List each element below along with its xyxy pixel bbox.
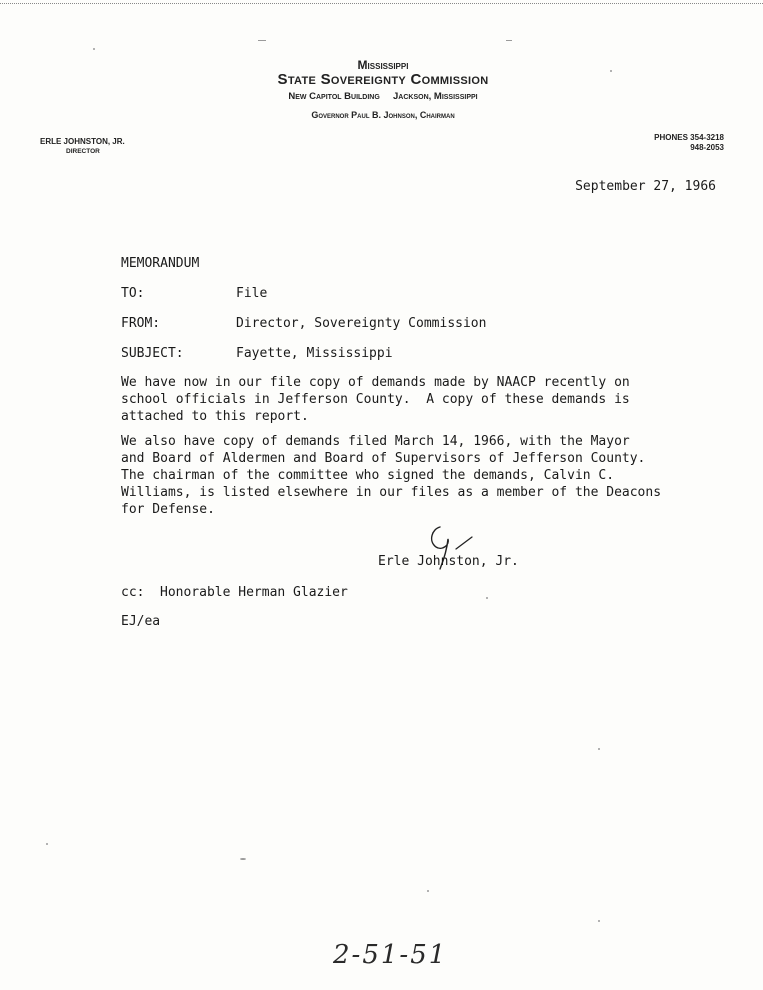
cc-value: Honorable Herman Glazier <box>160 585 348 600</box>
scan-speck <box>610 70 612 72</box>
letterhead-governor: Governor Paul B. Johnson, Chairman <box>311 110 455 120</box>
body-paragraph-2 <box>121 433 681 518</box>
paragraph-line: We have now in our file copy of demands made by NAACP recently on <box>121 375 630 390</box>
scan-speck <box>240 858 246 860</box>
scan-speck <box>93 48 95 50</box>
paragraph-line: for Defense. <box>121 502 215 517</box>
scan-speck <box>506 40 512 41</box>
scan-speck <box>598 920 600 922</box>
paragraph-line: The chairman of the committee who signed the demands, Calvin C. <box>121 468 615 483</box>
director-name: ERLE JOHNSTON, JR. <box>40 137 125 146</box>
to-value: File <box>236 286 268 301</box>
scan-speck <box>486 597 488 599</box>
letterhead-commission: State Sovereignty Commission <box>277 71 489 88</box>
paragraph-line: and Board of Aldermen and Board of Supervisors of Jefferson County. <box>121 451 646 466</box>
body-paragraph-1 <box>121 374 681 425</box>
paragraph-line: We also have copy of demands filed March 14, 1966, with the Mayor <box>121 434 630 449</box>
scan-speck <box>46 843 48 845</box>
scan-speck <box>258 40 266 41</box>
handwritten-file-number: 2-51-51 <box>333 940 448 970</box>
subject-value: Fayette, Mississippi <box>236 346 393 361</box>
handwritten-initials-mark <box>420 519 480 579</box>
director-title: DIRECTOR <box>66 148 100 155</box>
reference-initials: EJ/ea <box>121 614 161 629</box>
letter-date: September 27, 1966 <box>575 179 716 194</box>
paragraph-line: school officials in Jefferson County. A copy of these demands is <box>121 392 630 407</box>
letterhead-address: New Capitol Building Jackson, Mississippi <box>288 91 478 102</box>
paragraph-line: attached to this report. <box>121 409 309 424</box>
signature-name: Erle Johnston, Jr. <box>378 554 519 569</box>
phones-line-1: PHONES 354-3218 <box>654 133 724 142</box>
cc-label: cc: <box>121 585 145 600</box>
phones-line-2: 948-2053 <box>690 143 724 152</box>
letterhead-state: Mississippi <box>357 58 409 72</box>
scan-speck <box>598 748 600 750</box>
memo-title: MEMORANDUM <box>121 256 200 271</box>
from-label: FROM: <box>121 316 161 331</box>
to-label: TO: <box>121 286 145 301</box>
subject-label: SUBJECT: <box>121 346 184 361</box>
from-value: Director, Sovereignty Commission <box>236 316 487 331</box>
scan-speck <box>427 890 429 892</box>
paragraph-line: Williams, is listed elsewhere in our files as a member of the Deacons <box>121 485 662 500</box>
scan-top-edge <box>0 3 763 4</box>
